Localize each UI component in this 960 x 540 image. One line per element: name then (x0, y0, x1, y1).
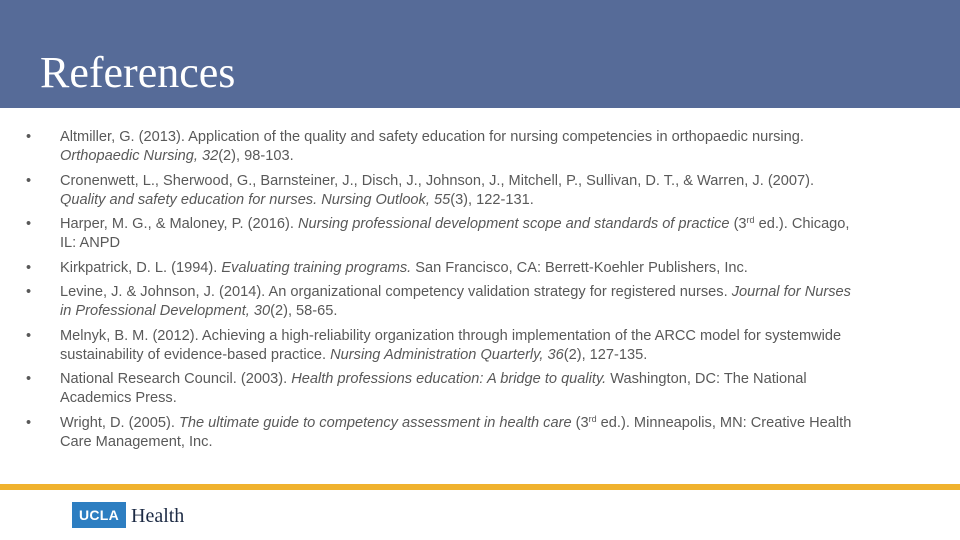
reference-text: (2), 98-103. (218, 148, 294, 164)
reference-text: (3), 122-131. (450, 191, 534, 208)
logo-health-word: Health (131, 505, 185, 527)
reference-italic-text: Nursing professional development scope and standards of practice (297, 216, 730, 232)
reference-item (26, 259, 856, 278)
reference-superscript: rd (588, 413, 597, 424)
reference-italic-text: The ultimate guide to competency assessment in health care (178, 414, 572, 431)
bullet-icon: • (26, 414, 32, 431)
reference-text: (3 (571, 414, 589, 431)
accent-divider (0, 484, 960, 490)
reference-italic-text: Journal for Nurses in Professional Development, 30 (60, 284, 851, 319)
reference-italic-text: Nursing Administration Quarterly, 36 (330, 346, 564, 363)
reference-text: Melnyk, B. M. (2012). Achieving a high-reliability organization through implementation of the ARCC model for systemwide sustainability of evidence-based practice. (60, 327, 842, 363)
reference-list (26, 128, 856, 457)
reference-text: (2), 58-65. (270, 303, 338, 319)
reference-item (26, 414, 856, 452)
bullet-icon: • (26, 172, 32, 189)
reference-text: National Research Council. (2003). (60, 371, 292, 387)
reference-superscript: rd (746, 215, 755, 225)
reference-italic-text: Orthopaedic Nursing, 32 (60, 148, 219, 164)
reference-text: ed.). Chicago, IL: ANPD (60, 216, 850, 251)
reference-italic-text: Health professions education: A bridge to quality. (291, 371, 607, 387)
bullet-icon: • (26, 327, 32, 344)
reference-text: Kirkpatrick, D. L. (1994). (60, 259, 222, 276)
reference-italic-text: Quality and safety education for nurses. Nursing Outlook, 55 (60, 191, 451, 208)
bullet-icon: • (26, 216, 32, 232)
reference-item (26, 215, 856, 253)
reference-text: Cronenwett, L., Sherwood, G., Barnsteiner, J., Disch, J., Johnson, J., Mitchell, P., Sullivan, D. T., & Warren, J. (2007). (60, 172, 815, 189)
reference-item (26, 283, 856, 321)
reference-text: San Francisco, CA: Berrett-Koehler Publishers, Inc. (411, 259, 748, 276)
title-banner (0, 0, 960, 108)
bullet-icon: • (26, 284, 32, 300)
reference-text: (2), 127-135. (563, 346, 648, 363)
reference-text: Washington, DC: The National Academics Press. (60, 371, 807, 406)
logo-ucla-box: UCLA (72, 502, 126, 528)
reference-item (26, 327, 856, 365)
reference-text: Wright, D. (2005). (60, 414, 179, 431)
reference-item (26, 172, 856, 210)
slide-title: References (40, 48, 236, 97)
bullet-icon: • (26, 371, 32, 387)
reference-italic-text: Evaluating training programs. (221, 259, 412, 276)
reference-text: ed.). Minneapolis, MN: Creative Health Care Management, Inc. (60, 414, 852, 450)
reference-item (26, 370, 856, 408)
reference-item (26, 128, 856, 166)
bullet-icon: • (26, 129, 32, 145)
reference-text: Harper, M. G., & Maloney, P. (2016). (60, 216, 298, 232)
reference-text: (3 (729, 216, 747, 232)
reference-text: Levine, J. & Johnson, J. (2014). An organizational competency validation strategy for registered nurses. (60, 284, 732, 300)
bullet-icon: • (26, 259, 32, 276)
reference-text: Altmiller, G. (2013). Application of the quality and safety education for nursing competencies in orthopaedic nursing. (60, 129, 804, 145)
